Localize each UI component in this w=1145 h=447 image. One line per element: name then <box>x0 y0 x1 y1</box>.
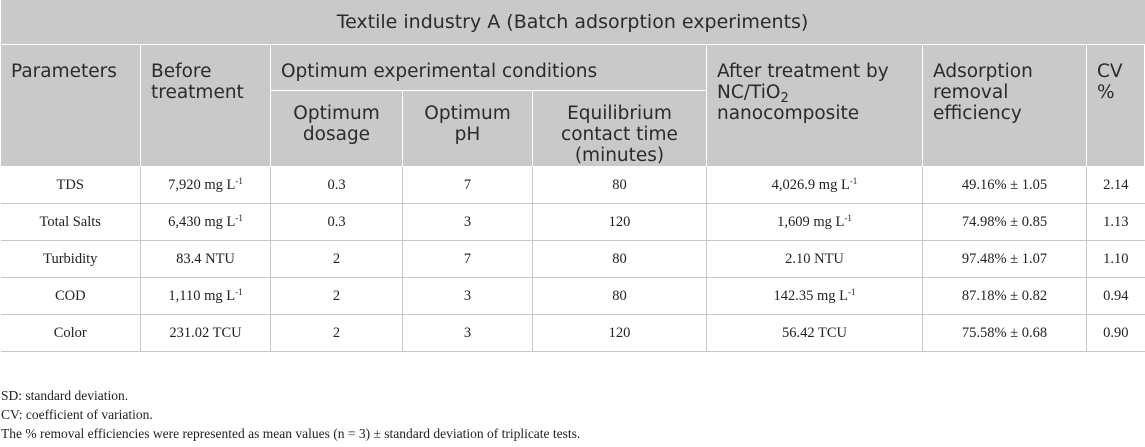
table-row <box>1 167 1145 204</box>
header-optimum-dosage: Optimum dosage <box>271 91 403 167</box>
table-body <box>1 167 1145 352</box>
cell-optimum-ph: 3 <box>403 204 533 241</box>
cell-before-value: 1,110 mg L <box>168 287 236 304</box>
cell-contact-time: 80 <box>533 278 707 315</box>
cell-cv: 2.14 <box>1087 167 1145 204</box>
cell-after-treatment <box>707 278 923 315</box>
cell-optimum-ph: 7 <box>403 167 533 204</box>
table-row <box>1 315 1145 352</box>
cell-optimum-ph: 7 <box>403 241 533 278</box>
cell-parameter: Total Salts <box>1 204 141 241</box>
header-after-treatment-prefix: After treatment by NC/TiO <box>717 61 889 103</box>
table-title: Textile industry A (Batch adsorption experiments) <box>1 0 1145 45</box>
header-contact-time: Equilibrium contact time (minutes) <box>533 91 707 167</box>
cell-optimum-dosage: 2 <box>271 241 403 278</box>
cell-after-unit-exponent: -1 <box>848 286 856 297</box>
header-cv: CV % <box>1087 45 1145 167</box>
table-header <box>1 0 1145 167</box>
cell-contact-time: 80 <box>533 241 707 278</box>
cell-after-value: 1,609 mg L <box>777 213 845 230</box>
header-after-treatment-subscript: 2 <box>780 91 789 106</box>
cell-optimum-dosage: 0.3 <box>271 204 403 241</box>
cell-cv: 0.90 <box>1087 315 1145 352</box>
cell-parameter: Color <box>1 315 141 352</box>
cell-before-unit-exponent: -1 <box>235 286 243 297</box>
header-optimum-conditions: Optimum experimental conditions <box>271 45 707 91</box>
cell-efficiency: 75.58% ± 0.68 <box>923 315 1087 352</box>
footnote-removal-efficiency: The % removal efficiencies were represented as mean values (n = 3) ± standard deviation of triplicate tests. <box>1 426 581 441</box>
cell-after-value: 142.35 mg L <box>773 287 848 304</box>
cell-after-unit-exponent: -1 <box>844 212 852 223</box>
cell-optimum-ph: 3 <box>403 278 533 315</box>
footnote-cv: CV: coefficient of variation. <box>1 407 153 422</box>
cell-before-treatment <box>141 241 271 278</box>
cell-efficiency: 49.16% ± 1.05 <box>923 167 1087 204</box>
cell-before-value: 231.02 TCU <box>169 324 242 341</box>
cell-after-treatment <box>707 167 923 204</box>
cell-optimum-dosage: 2 <box>271 278 403 315</box>
cell-before-unit-exponent: -1 <box>235 175 243 186</box>
cell-before-value: 7,920 mg L <box>168 176 236 193</box>
header-after-treatment-suffix: nanocomposite <box>717 103 860 124</box>
cell-cv: 1.13 <box>1087 204 1145 241</box>
header-optimum-ph: Optimum pH <box>403 91 533 167</box>
cell-after-treatment <box>707 315 923 352</box>
footnote-sd: SD: standard deviation. <box>1 388 129 403</box>
cell-after-unit-exponent: -1 <box>849 175 858 186</box>
cell-after-treatment <box>707 241 923 278</box>
cell-parameter: Turbidity <box>1 241 141 278</box>
cell-before-unit-exponent: -1 <box>235 212 243 223</box>
cell-cv: 1.10 <box>1087 241 1145 278</box>
table-footnotes <box>1 386 580 443</box>
cell-optimum-ph: 3 <box>403 315 533 352</box>
cell-before-treatment <box>141 278 271 315</box>
header-parameters: Parameters <box>1 45 141 167</box>
cell-before-treatment <box>141 167 271 204</box>
cell-parameter: COD <box>1 278 141 315</box>
cell-cv: 0.94 <box>1087 278 1145 315</box>
cell-after-value: 4,026.9 mg L <box>771 176 850 193</box>
cell-optimum-dosage: 2 <box>271 315 403 352</box>
cell-after-value: 2.10 NTU <box>785 250 844 267</box>
header-after-treatment <box>707 45 923 167</box>
cell-before-value: 83.4 NTU <box>176 250 235 267</box>
table-row <box>1 204 1145 241</box>
cell-before-treatment <box>141 204 271 241</box>
cell-optimum-dosage: 0.3 <box>271 167 403 204</box>
cell-contact-time: 80 <box>533 167 707 204</box>
cell-after-value: 56.42 TCU <box>782 324 847 341</box>
cell-contact-time: 120 <box>533 204 707 241</box>
header-before-treatment: Before treatment <box>141 45 271 167</box>
cell-before-value: 6,430 mg L <box>168 213 236 230</box>
table-row <box>1 241 1145 278</box>
cell-after-treatment <box>707 204 923 241</box>
header-efficiency: Adsorption removal efficiency <box>923 45 1087 167</box>
cell-efficiency: 74.98% ± 0.85 <box>923 204 1087 241</box>
table-row <box>1 278 1145 315</box>
cell-parameter: TDS <box>1 167 141 204</box>
cell-efficiency: 97.48% ± 1.07 <box>923 241 1087 278</box>
cell-contact-time: 120 <box>533 315 707 352</box>
cell-efficiency: 87.18% ± 0.82 <box>923 278 1087 315</box>
cell-before-treatment <box>141 315 271 352</box>
